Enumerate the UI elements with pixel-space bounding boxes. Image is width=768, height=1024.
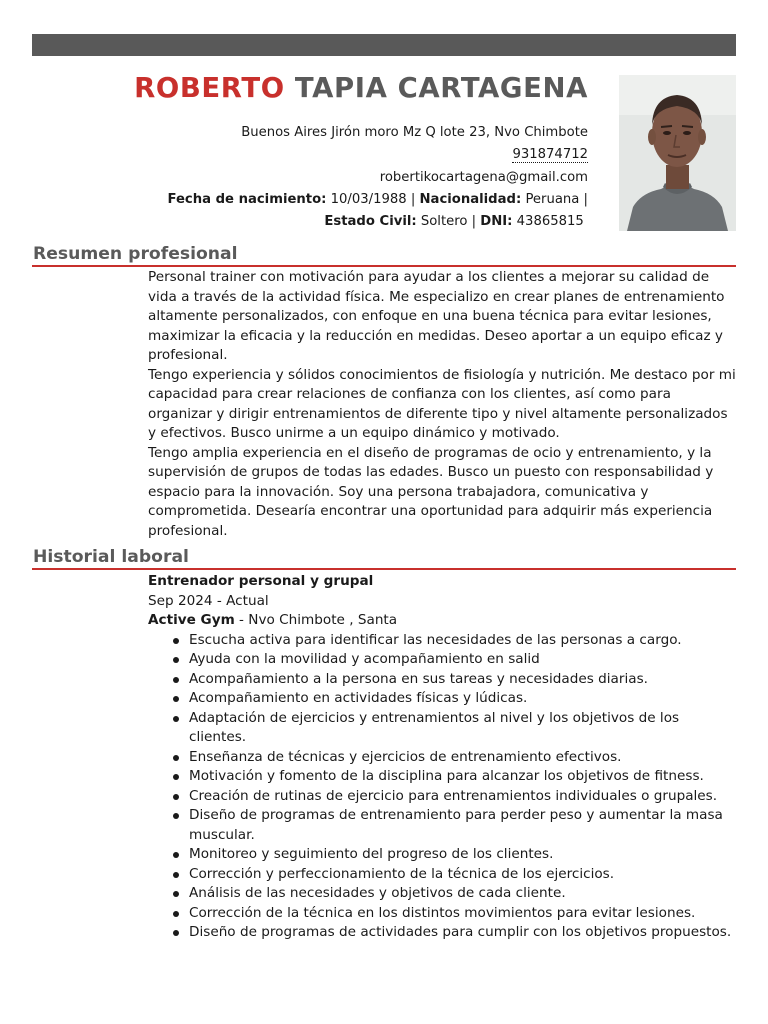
duty-item: Análisis de las necesidades y objetivos de cada cliente.	[189, 884, 736, 904]
personal-details-line-1	[167, 189, 588, 211]
company-name: Active Gym	[148, 612, 235, 628]
personal-details-line-2	[167, 211, 588, 233]
duty-item: Diseño de programas de actividades para cumplir con los objetivos propuestos.	[189, 923, 736, 943]
address: Buenos Aires Jirón moro Mz Q lote 23, Nvo Chimbote	[241, 125, 588, 140]
separator: |	[583, 191, 588, 207]
contact-block	[167, 122, 588, 233]
duty-item: Acompañamiento en actividades físicas y lúdicas.	[189, 689, 736, 709]
job-employer	[148, 611, 736, 631]
duties-list	[0, 631, 736, 943]
duty-item: Ayuda con la movilidad y acompañamiento en salid	[189, 650, 736, 670]
summary-paragraph: Personal trainer con motivación para ayudar a los clientes a mejorar su calidad de vida a través de la actividad física. Me especializo en crear planes de entrenamiento altamente personalizados, con enfoque en una buena técnica para evitar lesiones, maximizar la eficacia y la reducción en medidas. Deseo aportar a un equipo eficaz y profesional.	[148, 269, 725, 363]
first-name: ROBERTO	[134, 72, 285, 104]
nationality-value: Peruana	[525, 191, 580, 207]
summary-body	[148, 268, 736, 541]
duty-item: Enseñanza de técnicas y ejercicios de entrenamiento efectivos.	[189, 748, 736, 768]
work-body	[148, 572, 736, 943]
job-dates: Sep 2024 - Actual	[148, 592, 269, 609]
candidate-name	[134, 72, 588, 104]
nationality-label: Nacionalidad:	[419, 191, 522, 207]
separator: |	[410, 191, 416, 207]
duty-item: Diseño de programas de entrenamiento para perder peso y aumentar la masa muscular.	[189, 806, 736, 845]
separator: |	[471, 214, 477, 230]
profile-photo-illustration	[619, 75, 736, 231]
duty-item: Creación de rutinas de ejercicio para entrenamientos individuales o grupales.	[189, 787, 736, 807]
duty-item: Motivación y fomento de la disciplina para alcanzar los objetivos de fitness.	[189, 767, 736, 787]
summary-heading: Resumen profesional	[33, 244, 238, 264]
birth-label: Fecha de nacimiento:	[167, 191, 327, 207]
phone-link[interactable]: 931874712	[512, 147, 588, 163]
dni-label: DNI:	[480, 214, 513, 230]
email: robertikocartagena@gmail.com	[379, 169, 588, 185]
birth-value: 10/03/1988	[330, 191, 407, 207]
job-location: - Nvo Chimbote , Santa	[234, 612, 398, 628]
job-title: Entrenador personal y grupal	[148, 573, 374, 589]
work-section-header	[32, 546, 736, 570]
summary-paragraph: Tengo amplia experiencia en el diseño de programas de ocio y entrenamiento, y la supervisión de grupos de todas las edades. Busco un puesto con responsabilidad y espacio para la innovación. Soy una persona trabajadora, comunicativa y comprometida. Desearía encontrar una oportunidad para adquirir más experiencia profesional.	[148, 444, 714, 539]
profile-photo	[619, 75, 736, 231]
duty-item: Escucha activa para identificar las necesidades de las personas a cargo.	[189, 631, 736, 651]
dni-value: 43865815	[516, 214, 584, 230]
summary-section-header	[32, 243, 736, 267]
work-heading: Historial laboral	[33, 547, 189, 567]
duty-item: Monitoreo y seguimiento del progreso de los clientes.	[189, 845, 736, 865]
duty-item: Corrección y perfeccionamiento de la técnica de los ejercicios.	[189, 865, 736, 885]
duty-item: Acompañamiento a la persona en sus tareas y necesidades diarias.	[189, 670, 736, 690]
civil-label: Estado Civil:	[324, 214, 417, 230]
header-bar	[32, 34, 736, 56]
civil-value: Soltero	[420, 214, 468, 230]
summary-paragraph: Tengo experiencia y sólidos conocimientos de fisiología y nutrición. Me destaco por mi capacidad para crear relaciones de confianza con los clientes, así como para organizar y dirigir entrenamientos de diferente tipo y nivel altamente personalizados y efectivos. Busco unirme a un equipo dinámico y motivado.	[148, 366, 736, 441]
duty-item: Adaptación de ejercicios y entrenamientos al nivel y los objetivos de los clientes.	[189, 709, 736, 748]
duty-item: Corrección de la técnica en los distintos movimientos para evitar lesiones.	[189, 904, 736, 924]
last-name: TAPIA CARTAGENA	[294, 72, 588, 104]
